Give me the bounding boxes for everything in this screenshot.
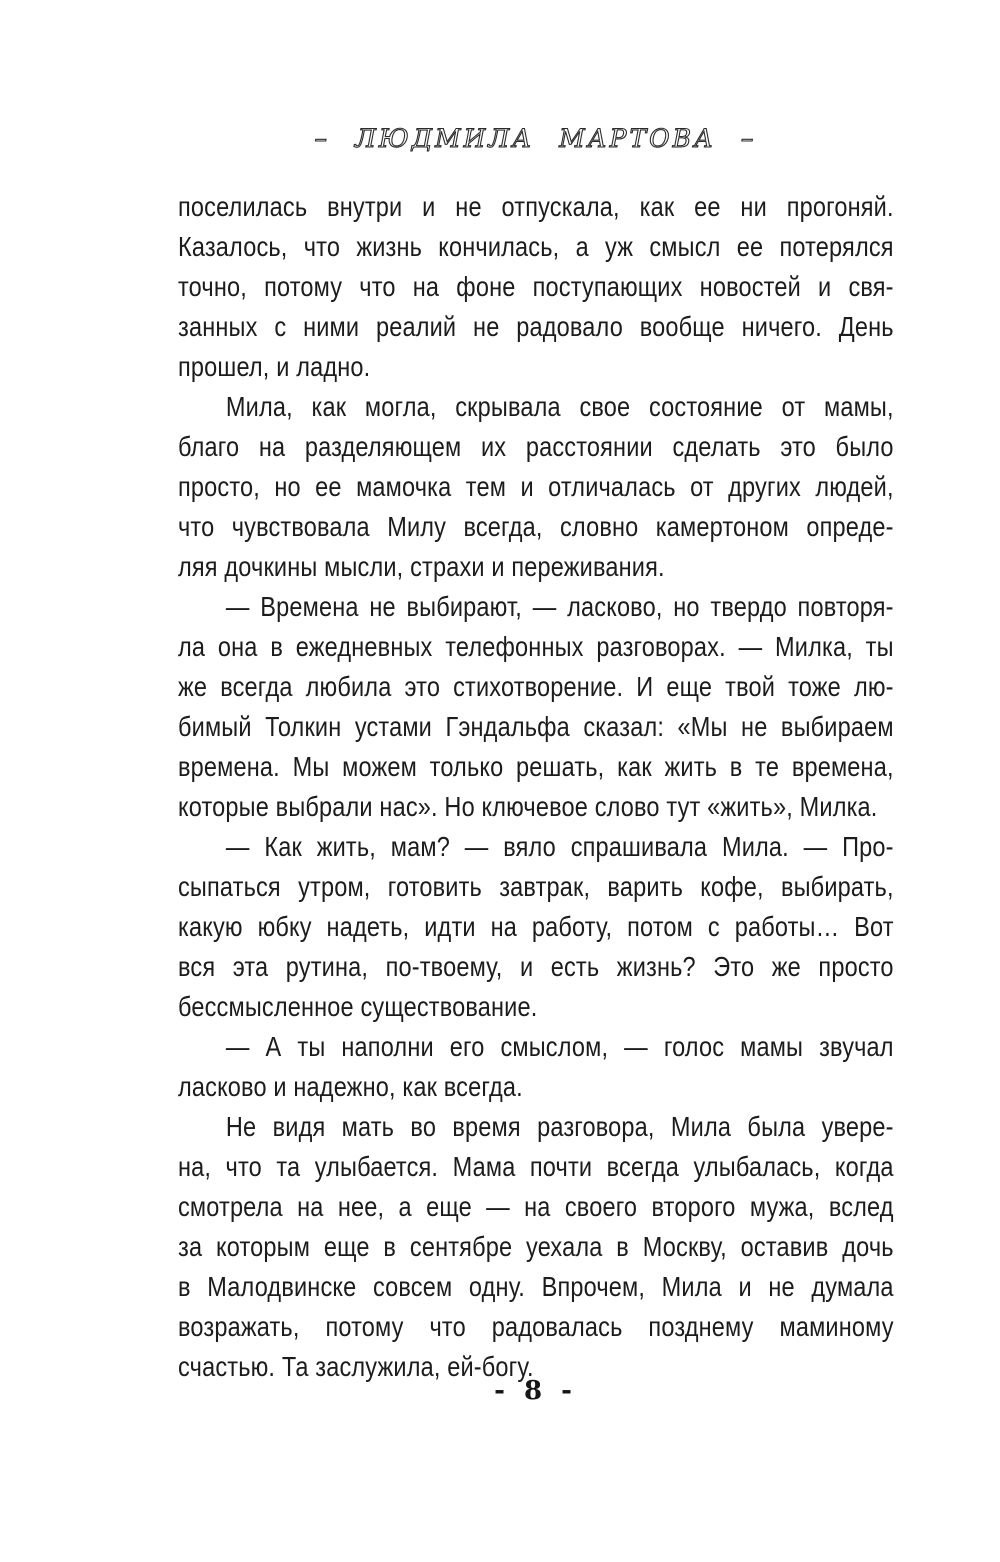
text-line: вся эта рутина, по-твоему, и есть жизнь? Это же просто: [178, 951, 894, 982]
text-line: за которым еще в сентябре уехала в Москву, оставив дочь: [178, 1231, 894, 1262]
text-line: которые выбрали нас». Но ключевое слово тут «жить», Милка.: [178, 791, 878, 822]
text-line: Казалось, что жизнь кончилась, а уж смысл ее потерялся: [178, 231, 894, 262]
text-line: времена. Мы можем только решать, как жить в те времена,: [178, 751, 894, 782]
text-line: — Как жить, мам? — вяло спрашивала Мила. — Про-: [225, 831, 894, 862]
text-line: возражать, потому что радовалась позднему маминому: [178, 1311, 894, 1342]
text-line: ляя дочкины мысли, страхи и переживания.: [178, 551, 665, 582]
page-number: - 8 -: [494, 1376, 577, 1406]
text-line: в Малодвинске совсем одну. Впрочем, Мила и не думала: [178, 1271, 894, 1302]
text-line: поселилась внутри и не отпускала, как ее ни прогоняй.: [178, 191, 894, 222]
text-line: бессмысленное существование.: [178, 991, 538, 1022]
text-line: просто, но ее мамочка тем и отличалась от других людей,: [178, 471, 894, 502]
text-line: какую юбку надеть, идти на работу, потом с работы… Вот: [178, 911, 894, 942]
text-block: [178, 187, 894, 1387]
text-line: ласково и надежно, как всегда.: [178, 1071, 523, 1102]
text-line: — Времена не выбирают, — ласково, но твердо повторя-: [225, 591, 894, 622]
text-line: благо на разделяющем их расстоянии сделать это было: [178, 431, 894, 462]
text-line: точно, потому что на фоне поступающих новостей и свя-: [178, 271, 894, 302]
text-line: — А ты наполни его смыслом, — голос мамы звучал: [225, 1031, 894, 1062]
text-line: счастью. Та заслужила, ей-богу.: [178, 1351, 534, 1382]
text-line: сыпаться утром, готовить завтрак, варить кофе, выбирать,: [178, 871, 894, 902]
text-line: ла она в ежедневных телефонных разговорах. — Милка, ты: [178, 631, 894, 662]
text-line: занных с ними реалий не радовало вообще ничего. День: [178, 311, 894, 342]
text-line: прошел, и ладно.: [178, 351, 371, 382]
text-line: смотрела на нее, а еще — на своего второго мужа, вслед: [178, 1191, 894, 1222]
text-line: что чувствовала Милу всегда, словно камертоном опреде-: [178, 511, 894, 542]
text-line: Не видя мать во время разговора, Мила была увере-: [225, 1111, 894, 1142]
text-line: на, что та улыбается. Мама почти всегда улыбалась, когда: [178, 1151, 894, 1182]
text-line: бимый Толкин устами Гэндальфа сказал: «Мы не выбираем: [178, 711, 894, 742]
text-line: же всегда любила это стихотворение. И еще твой тоже лю-: [178, 671, 894, 702]
running-header: – ЛЮДМИЛА МАРТОВА –: [314, 124, 757, 153]
text-line: Мила, как могла, скрывала свое состояние от мамы,: [225, 391, 894, 422]
